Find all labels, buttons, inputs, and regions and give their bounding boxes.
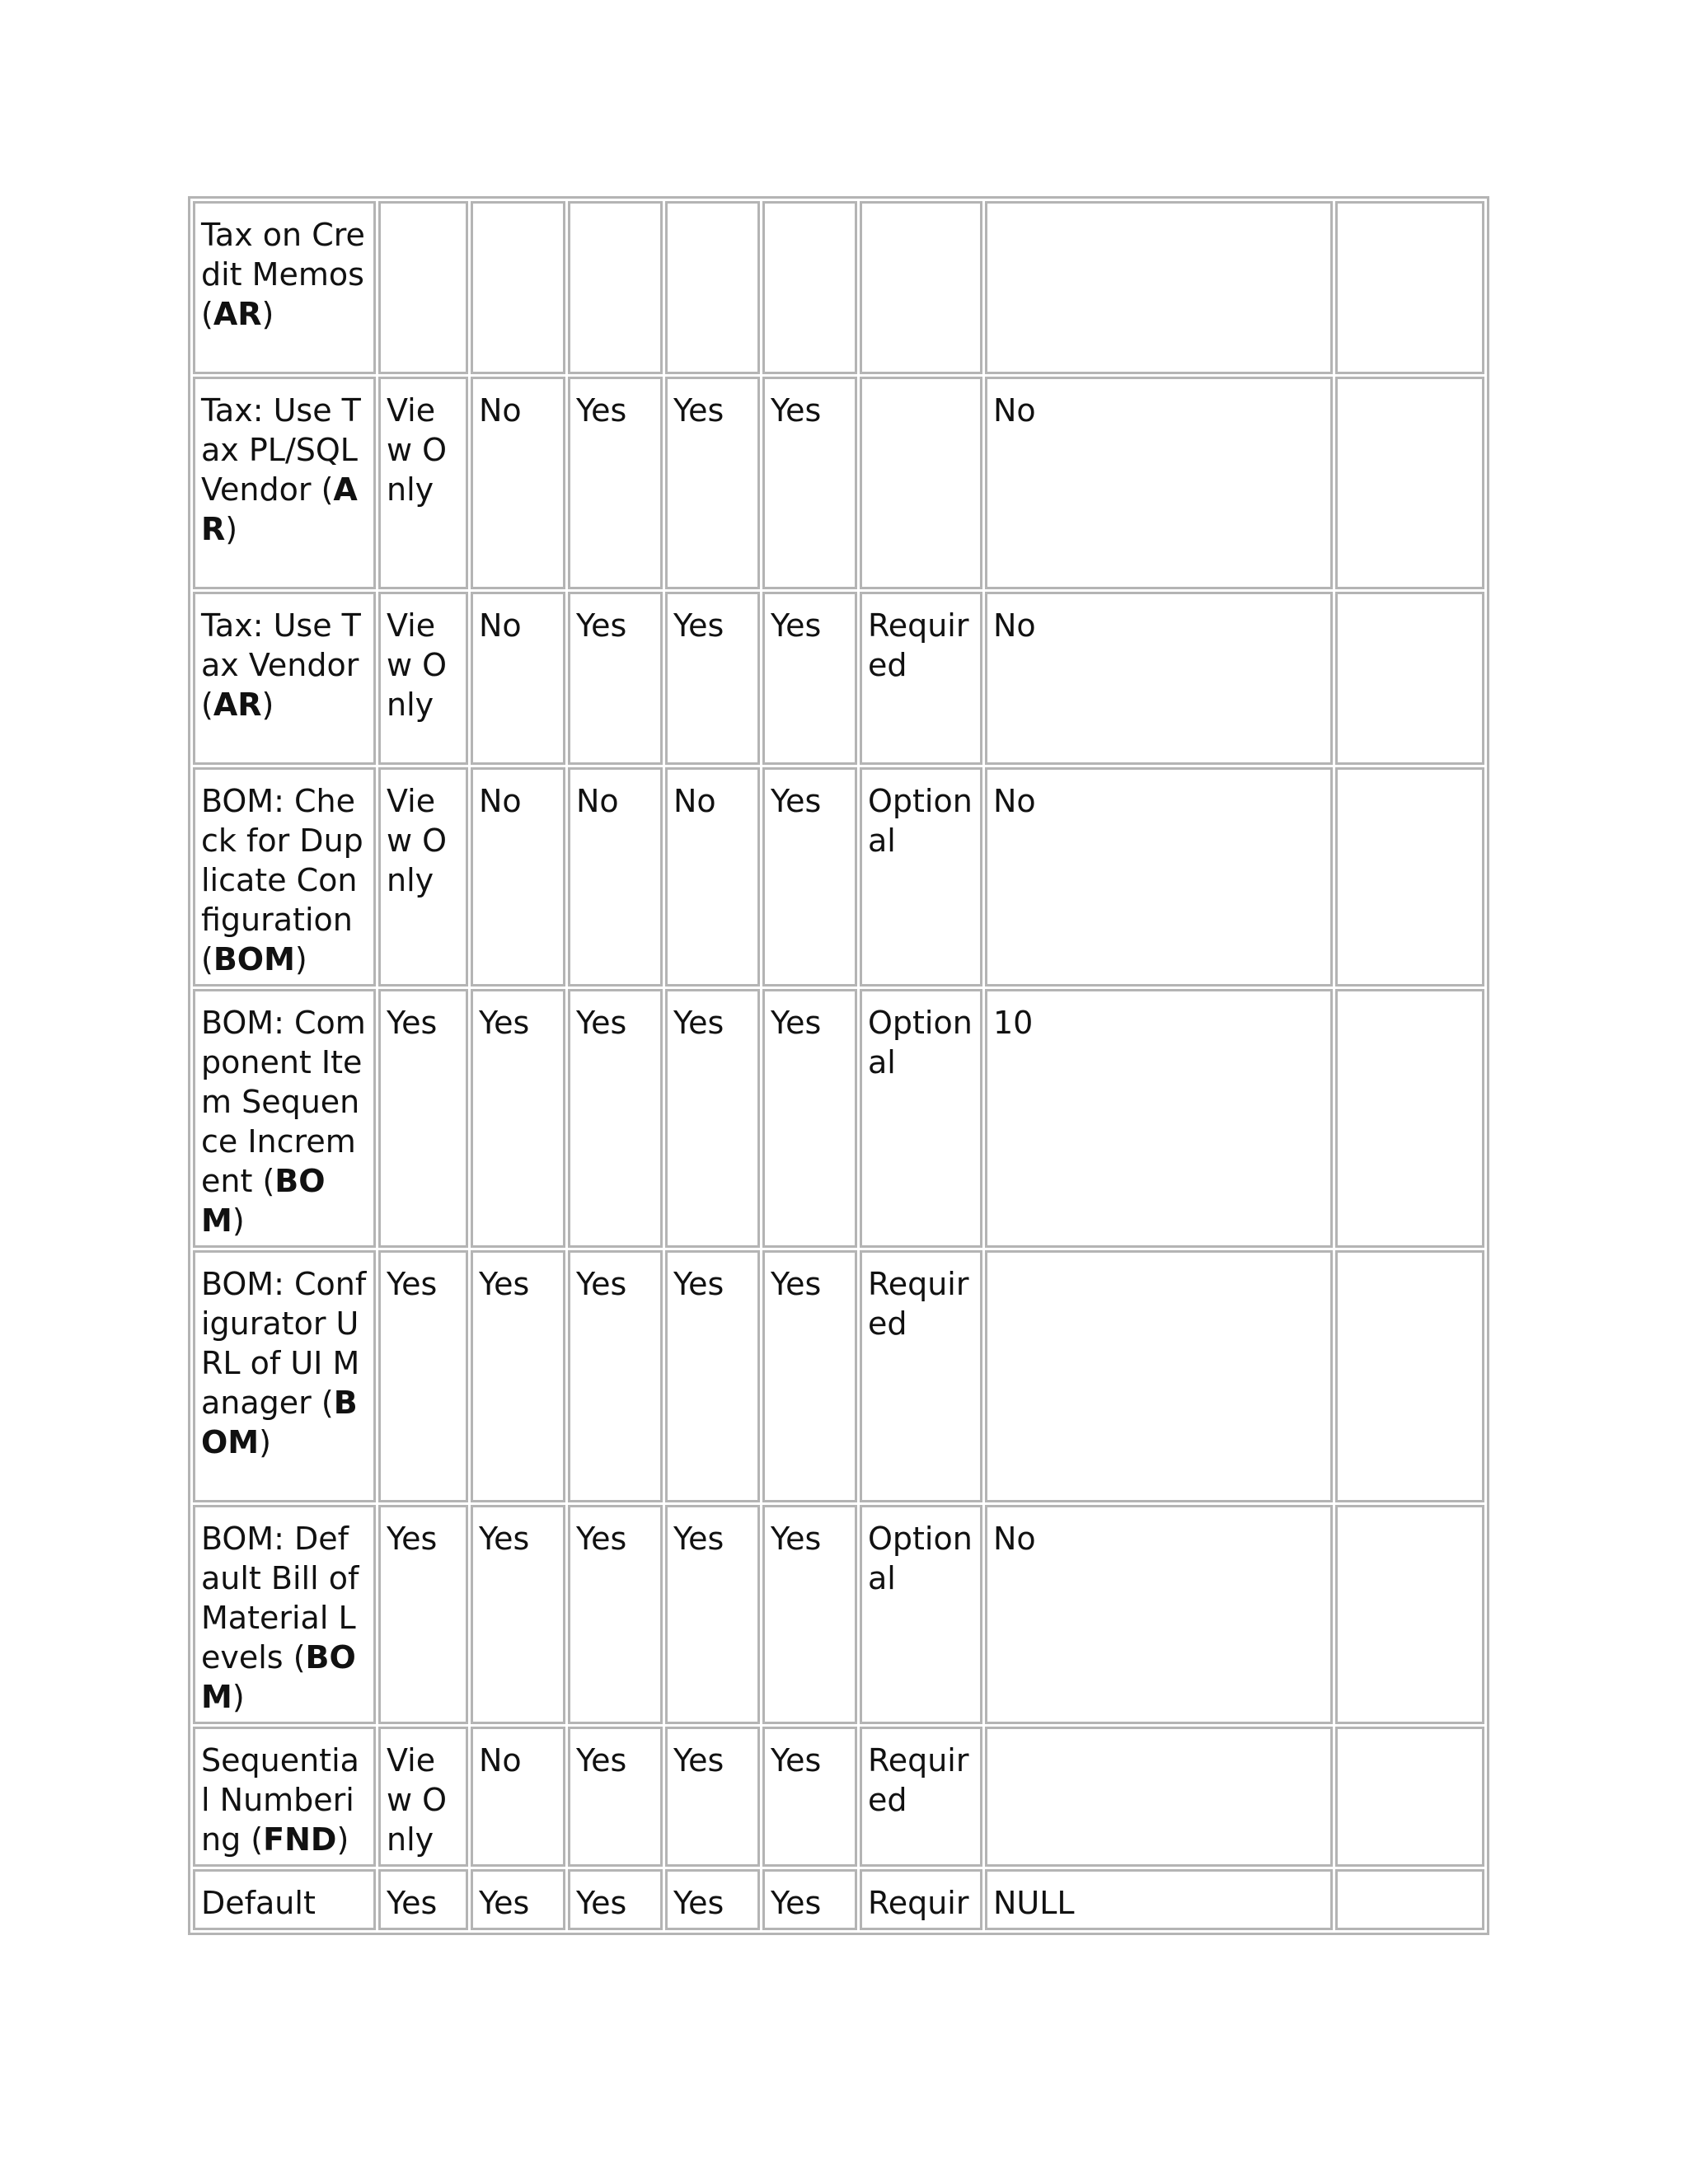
- table-cell: Yes: [471, 1250, 565, 1502]
- table-cell: View Only: [378, 377, 468, 589]
- table-cell: [471, 201, 565, 374]
- table-cell: Yes: [762, 1869, 857, 1930]
- module-code: BOM: [201, 1163, 326, 1239]
- table-cell: [985, 1250, 1333, 1502]
- table-row: [193, 201, 1484, 374]
- table-cell: Yes: [568, 1250, 663, 1502]
- table-cell: View Only: [378, 592, 468, 765]
- table-cell: View Only: [378, 1727, 468, 1867]
- table-cell: Yes: [762, 767, 857, 987]
- table-cell: Required: [860, 1250, 982, 1502]
- table-cell: Yes: [568, 1727, 663, 1867]
- table-cell: Yes: [762, 1505, 857, 1724]
- table-cell: Optional: [860, 1505, 982, 1724]
- table-cell: Optional: [860, 989, 982, 1248]
- profile-name-cell: Tax: Use Tax PL/SQL Vendor (AR): [193, 377, 376, 589]
- table-cell: Yes: [471, 989, 565, 1248]
- profile-name-cell: BOM: Check for Duplicate Configuration (BOM): [193, 767, 376, 987]
- table-cell: No: [985, 592, 1333, 765]
- table-row: [193, 989, 1484, 1248]
- module-code: AR: [213, 687, 262, 723]
- table-row: [193, 1250, 1484, 1502]
- table-body: [193, 201, 1484, 1930]
- table-cell: Yes: [378, 989, 468, 1248]
- profile-name: Tax: Use Tax PL/SQL Vendor: [201, 392, 361, 508]
- table-cell: Yes: [665, 1250, 760, 1502]
- table-cell: Yes: [378, 1869, 468, 1930]
- table-cell: Yes: [665, 1727, 760, 1867]
- table-cell: Required: [860, 592, 982, 765]
- profile-name-cell: Tax: Use Tax Vendor (AR): [193, 592, 376, 765]
- profile-options-table: [188, 196, 1489, 1935]
- table-cell: [1335, 201, 1484, 374]
- table-cell: [860, 377, 982, 589]
- table-cell: Yes: [762, 989, 857, 1248]
- table-cell: NULL: [985, 1869, 1333, 1930]
- profile-name-cell: Sequential Numbering (FND): [193, 1727, 376, 1867]
- table-cell: [860, 201, 982, 374]
- table-cell: Yes: [568, 1505, 663, 1724]
- table-cell: Yes: [665, 989, 760, 1248]
- table-cell: Yes: [568, 1869, 663, 1930]
- table-row: [193, 1505, 1484, 1724]
- table-cell: Requir: [860, 1869, 982, 1930]
- table-cell: [985, 1727, 1333, 1867]
- profile-name: Default: [201, 1885, 316, 1921]
- table-cell: No: [471, 767, 565, 987]
- table-cell: [378, 201, 468, 374]
- profile-name-cell: BOM: Configurator URL of UI Manager (BOM): [193, 1250, 376, 1502]
- table-cell: [1335, 1505, 1484, 1724]
- table-cell: [1335, 592, 1484, 765]
- table-cell: Yes: [665, 1869, 760, 1930]
- table-row: [193, 1727, 1484, 1867]
- table-cell: Yes: [471, 1869, 565, 1930]
- table-cell: Yes: [665, 592, 760, 765]
- table-cell: [985, 201, 1333, 374]
- table-cell: Yes: [471, 1505, 565, 1724]
- profile-name: BOM: Configurator URL of UI Manager: [201, 1266, 367, 1421]
- table-row: [193, 767, 1484, 987]
- profile-name: BOM: Component Item Sequence Increment: [201, 1005, 366, 1199]
- profile-name: BOM: Default Bill of Material Levels: [201, 1521, 359, 1675]
- table-cell: [665, 201, 760, 374]
- table-cell: Yes: [568, 377, 663, 589]
- table-cell: Optional: [860, 767, 982, 987]
- table-cell: Yes: [762, 1727, 857, 1867]
- table-cell: [1335, 989, 1484, 1248]
- table-cell: [762, 201, 857, 374]
- table-cell: Yes: [378, 1250, 468, 1502]
- profile-name-cell: BOM: Default Bill of Material Levels (BOM): [193, 1505, 376, 1724]
- table-cell: No: [471, 377, 565, 589]
- profile-name-cell: BOM: Component Item Sequence Increment (BOM): [193, 989, 376, 1248]
- table-cell: No: [985, 377, 1333, 589]
- profile-name-cell: [193, 1869, 376, 1930]
- table-cell: [1335, 1869, 1484, 1930]
- table-cell: Yes: [378, 1505, 468, 1724]
- profile-name: BOM: Check for Duplicate Configuration: [201, 783, 363, 938]
- table-cell: No: [471, 1727, 565, 1867]
- table-cell: Yes: [568, 592, 663, 765]
- profile-name: Sequential Numbering: [201, 1742, 359, 1858]
- table-cell: Yes: [568, 989, 663, 1248]
- table-row: [193, 1869, 1484, 1930]
- table-cell: [1335, 767, 1484, 987]
- table-cell: [1335, 1727, 1484, 1867]
- table-cell: Yes: [665, 377, 760, 589]
- table-cell: Yes: [762, 377, 857, 589]
- table-cell: No: [985, 767, 1333, 987]
- table-cell: [1335, 1250, 1484, 1502]
- module-code: BOM: [213, 941, 295, 977]
- module-code: BOM: [201, 1385, 358, 1460]
- table-cell: No: [665, 767, 760, 987]
- table-cell: Required: [860, 1727, 982, 1867]
- table-row: [193, 592, 1484, 765]
- module-code: AR: [213, 296, 262, 332]
- table-cell: [568, 201, 663, 374]
- profile-name: Tax: Use Tax Vendor: [201, 607, 361, 683]
- table-cell: No: [985, 1505, 1333, 1724]
- table-cell: View Only: [378, 767, 468, 987]
- module-code: FND: [263, 1821, 337, 1858]
- table-cell: Yes: [665, 1505, 760, 1724]
- profile-name-cell: Tax on Credit Memos (AR): [193, 201, 376, 374]
- table-cell: 10: [985, 989, 1333, 1248]
- profile-name: Tax on Credit Memos: [201, 217, 365, 293]
- table-cell: [1335, 377, 1484, 589]
- module-code: AR: [201, 471, 358, 547]
- table-cell: No: [471, 592, 565, 765]
- table-cell: Yes: [762, 1250, 857, 1502]
- table-row: [193, 377, 1484, 589]
- table-cell: No: [568, 767, 663, 987]
- module-code: BOM: [201, 1639, 356, 1715]
- table-cell: Yes: [762, 592, 857, 765]
